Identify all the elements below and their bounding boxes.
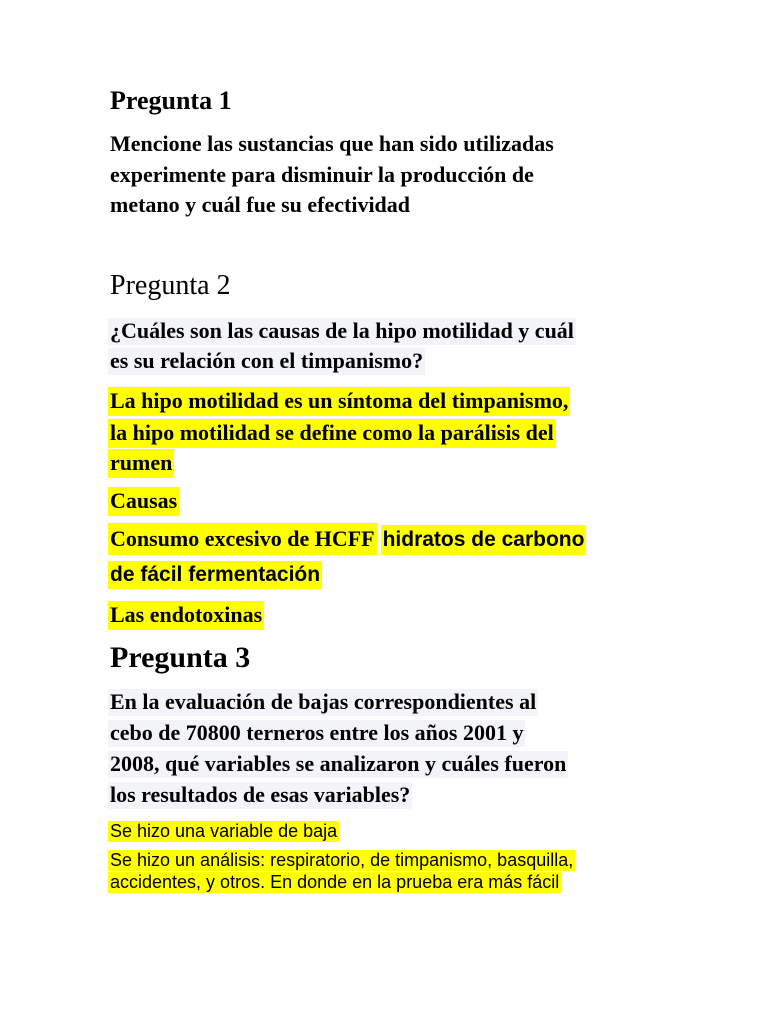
pregunta-2-answer-line: rumen xyxy=(108,449,174,478)
cause-1-line xyxy=(108,528,586,550)
cause-1-line-2: de fácil fermentación xyxy=(108,561,322,589)
pregunta-1-question-line: Mencione las sustancias que han sido utilizadas xyxy=(110,131,554,156)
pregunta-3-question-line: los resultados de esas variables? xyxy=(110,782,411,807)
pregunta-3-answer-line: accidentes, y otros. En donde en la prueba era más fácil xyxy=(110,872,560,892)
cause-2: Las endotoxinas xyxy=(108,601,264,630)
causas-label: Causas xyxy=(108,487,179,516)
pregunta-1-question-line: metano y cuál fue su efectividad xyxy=(110,192,411,217)
pregunta-2-question-line: es su relación con el timpanismo? xyxy=(110,348,424,373)
cause-1-part-2: hidratos de carbono xyxy=(381,525,587,555)
pregunta-2-heading: Pregunta 2 xyxy=(110,270,231,301)
pregunta-3-question-line: En la evaluación de bajas correspondientes al xyxy=(110,689,537,714)
pregunta-3-question-line: 2008, qué variables se analizaron y cuáles fueron xyxy=(110,751,567,776)
pregunta-3-heading: Pregunta 3 xyxy=(110,641,251,674)
pregunta-2-answer-line: la hipo motilidad se define como la parálisis del xyxy=(108,419,556,448)
pregunta-3-answer-line: Se hizo un análisis: respiratorio, de timpanismo, basquilla, xyxy=(110,850,574,870)
pregunta-3-question-line: cebo de 70800 terneros entre los años 2001 y xyxy=(110,720,524,745)
pregunta-1-heading: Pregunta 1 xyxy=(110,86,232,115)
pregunta-2-question-line: ¿Cuáles son las causas de la hipo motilidad y cuál xyxy=(110,318,574,343)
pregunta-3-answer-line: Se hizo una variable de baja xyxy=(110,821,338,841)
pregunta-1-question-line: experimente para disminuir la producción de xyxy=(110,162,534,187)
pregunta-2-answer-line: La hipo motilidad es un síntoma del timpanismo, xyxy=(108,387,570,416)
cause-1-part-1: Consumo excesivo de HCFF xyxy=(108,523,377,555)
